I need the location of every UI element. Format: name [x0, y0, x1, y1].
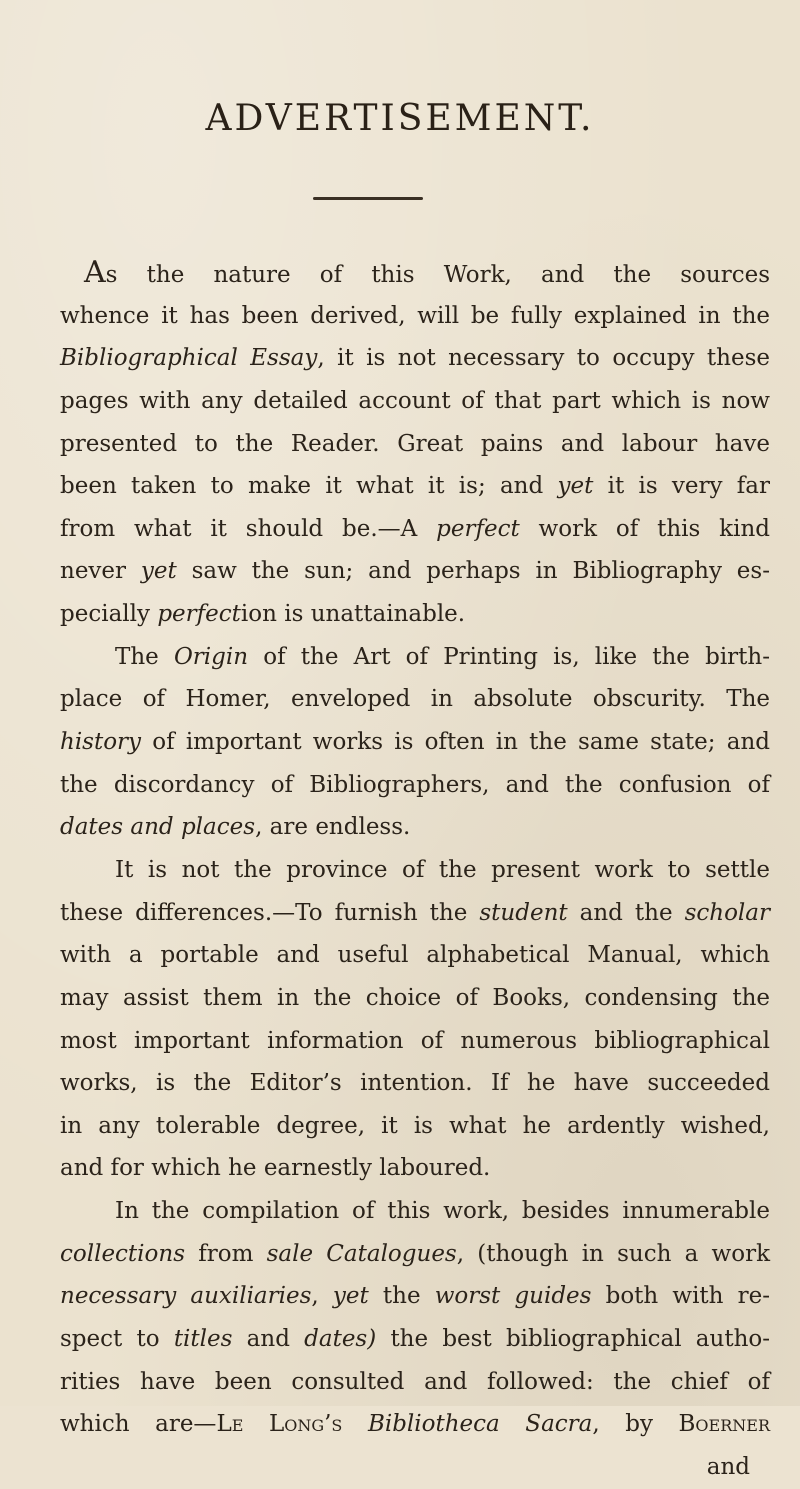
text-line: been taken to make it what it is; and yet it is very far: [60, 473, 770, 500]
text-line: never yet saw the sun; and perhaps in Bibliography es-: [60, 558, 770, 585]
text-line: It is not the province of the present work to settle: [115, 856, 770, 883]
text-line: with a portable and useful alphabetical Manual, which: [60, 942, 770, 969]
text-line: from what it should be.—A perfect work of this kind: [60, 515, 770, 542]
text-line: collections from sale Catalogues, (though in such a work: [60, 1240, 771, 1267]
text-line: most important information of numerous bibliographical: [60, 1027, 770, 1054]
advertisement-text: [60, 252, 770, 1489]
text-line: As the nature of this Work, and the sources: [84, 255, 770, 290]
text-line: spect to titles and dates) the best bibliographical autho-: [60, 1326, 770, 1353]
text-line: the discordancy of Bibliographers, and the confusion of: [60, 771, 770, 798]
text-line: these differences.—To furnish the student and the scholar: [60, 899, 770, 926]
text-line: In the compilation of this work, besides innumerable: [115, 1198, 770, 1225]
ornamental-rule: [313, 197, 423, 200]
text-line: pecially perfection is unattainable.: [60, 601, 466, 628]
text-line: in any tolerable degree, it is what he ardently wished,: [60, 1112, 770, 1139]
text-line: necessary auxiliaries, yet the worst guides both with re-: [60, 1283, 771, 1310]
text-line: whence it has been derived, will be fully explained in the: [60, 302, 770, 329]
text-line: rities have been consulted and followed: the chief of: [60, 1368, 770, 1395]
initial-letter: A: [84, 255, 106, 290]
text-line: dates and places, are endless.: [60, 814, 411, 841]
text-line: may assist them in the choice of Books, condensing the: [60, 984, 770, 1011]
text-line: and for which he earnestly laboured.: [60, 1155, 491, 1182]
text-line: works, is the Editor’s intention. If he have succeeded: [60, 1070, 770, 1097]
catchword: and: [706, 1453, 750, 1480]
text-line: The Origin of the Art of Printing is, like the birth-: [115, 643, 771, 670]
text-line: presented to the Reader. Great pains and labour have: [60, 430, 770, 457]
text-line: history of important works is often in the same state; and: [60, 729, 770, 756]
text-line: Bibliographical Essay, it is not necessary to occupy these: [60, 345, 771, 372]
page-heading: ADVERTISEMENT.: [205, 98, 595, 139]
text-line: which are—Le Long’s Bibliotheca Sacra, by Boerner: [60, 1411, 770, 1438]
text-line: place of Homer, enveloped in absolute obscurity. The: [60, 686, 770, 713]
text-line: pages with any detailed account of that part which is now: [60, 387, 770, 414]
